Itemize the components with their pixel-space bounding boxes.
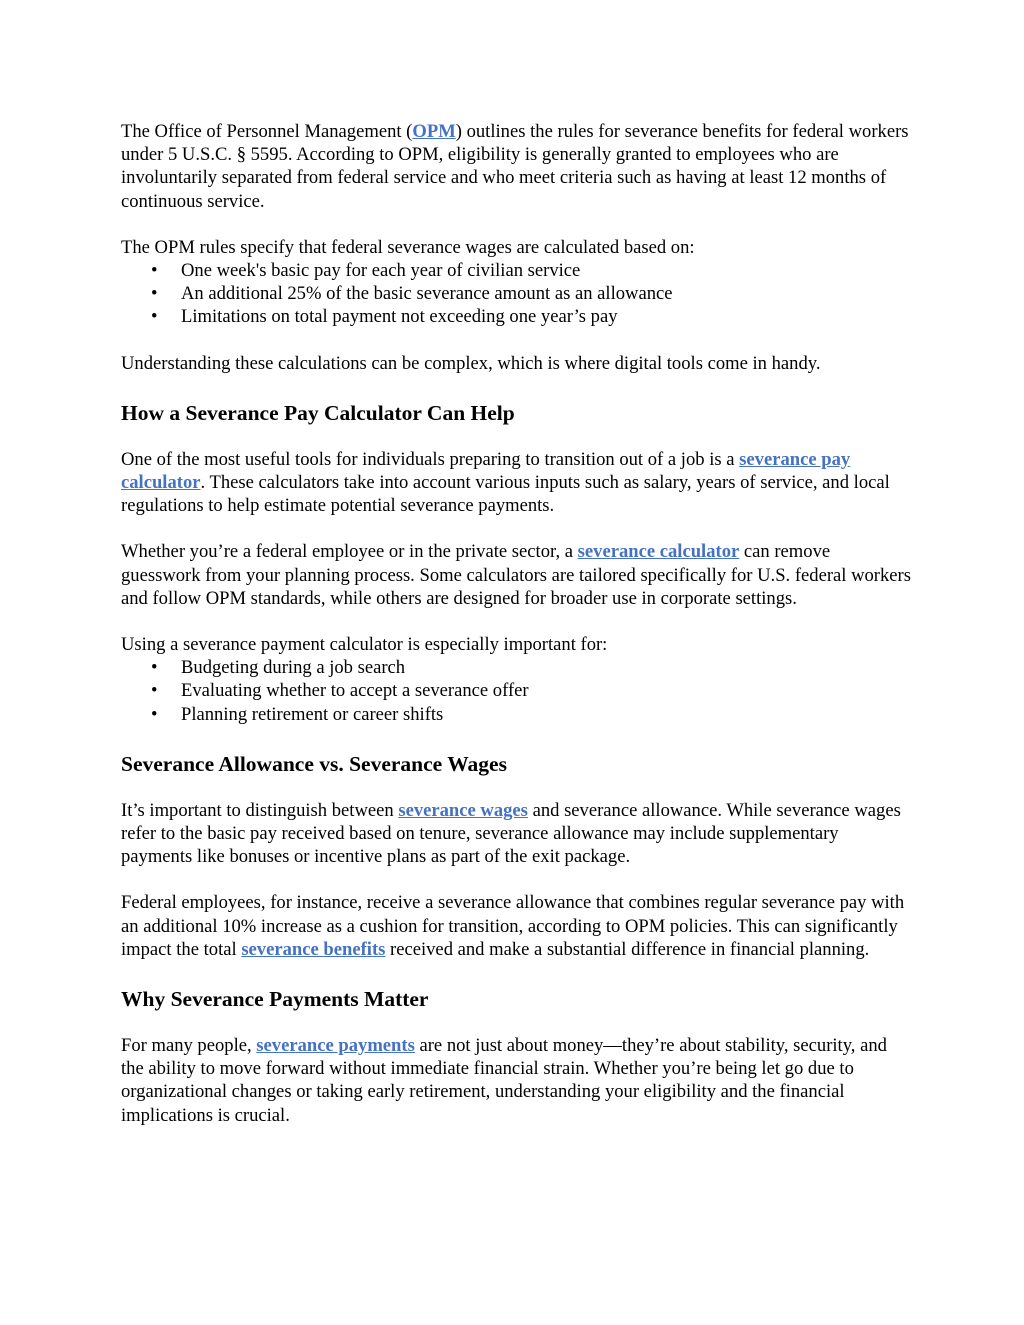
list-item: • Limitations on total payment not exceeding one year’s pay bbox=[151, 306, 618, 328]
bullet-icon: • bbox=[151, 283, 158, 305]
severance-pay-calculator-link[interactable]: severance pay calculator bbox=[121, 448, 851, 494]
calculator-paragraph-2: Whether you’re a federal employee or in the private sector, a severance calculator can remove guesswork from your planning process. Some calculators are tailored specifically for U.S. federal workers and follow OPM standards, while others are designed for broader use in corporate settings. bbox=[121, 541, 911, 609]
allowance-paragraph-1: It’s important to distinguish between severance wages and severance allowance. While severance wages refer to the basic pay received based on tenure, severance allowance may include supplementary payments like bonuses or incentive plans as part of the exit package. bbox=[121, 799, 901, 868]
intro-text-before-link: The Office of Personnel Management ( bbox=[121, 121, 413, 142]
section-heading-allowance-vs-wages: Severance Allowance vs. Severance Wages bbox=[121, 751, 507, 776]
bullet-icon: • bbox=[151, 657, 158, 679]
document-page bbox=[121, 120, 911, 1150]
list-item: • One week's basic pay for each year of civilian service bbox=[151, 260, 581, 282]
intro-rules-list bbox=[121, 259, 911, 329]
payments-matter-paragraph: For many people, severance payments are not just about money—they’re about stability, security, and the ability to move forward without immediate financial strain. Whether you’re being let go due to organizational changes or taking early retirement, understanding your eligibility and the financial implications is crucial. bbox=[121, 1035, 887, 1126]
severance-calculator-link[interactable]: severance calculator bbox=[577, 541, 740, 563]
intro-rules-paragraph: The OPM rules specify that federal severance wages are calculated based on: bbox=[121, 236, 695, 258]
bullet-icon: • bbox=[151, 680, 158, 702]
bullet-icon: • bbox=[151, 306, 158, 328]
severance-benefits-link[interactable]: severance benefits bbox=[241, 938, 386, 960]
list-item: • Planning retirement or career shifts bbox=[151, 703, 444, 725]
intro-text-after-link: ) outlines the rules for severance benefits for federal workers under 5 U.S.C. § 5595. According to OPM, eligibility is generally granted to employees who are involuntarily separated from federal service and who meet criteria such as having at least 12 months of continuous service. bbox=[121, 121, 909, 212]
calculator-paragraph-1: One of the most useful tools for individuals preparing to transition out of a job is a severance pay calculator. These calculators take into account various inputs such as salary, years of service, and local regulations to help estimate potential severance payments. bbox=[121, 448, 890, 517]
severance-wages-link[interactable]: severance wages bbox=[398, 799, 528, 821]
bullet-icon: • bbox=[151, 703, 158, 725]
calculator-uses-list bbox=[121, 656, 911, 726]
intro-closing-paragraph: Understanding these calculations can be complex, which is where digital tools come in handy. bbox=[121, 352, 821, 374]
section-heading-calculator: How a Severance Pay Calculator Can Help bbox=[121, 400, 515, 425]
list-item: • Budgeting during a job search bbox=[151, 657, 406, 679]
list-item: • Evaluating whether to accept a severance offer bbox=[151, 680, 529, 702]
section-heading-why-payments-matter: Why Severance Payments Matter bbox=[121, 987, 429, 1012]
opm-link[interactable]: OPM bbox=[412, 121, 456, 142]
calculator-uses-paragraph: Using a severance payment calculator is especially important for: bbox=[121, 634, 608, 656]
severance-payments-link[interactable]: severance payments bbox=[256, 1035, 415, 1057]
list-item: • An additional 25% of the basic severance amount as an allowance bbox=[151, 283, 673, 305]
intro-paragraph-opm bbox=[121, 120, 911, 213]
allowance-paragraph-2: Federal employees, for instance, receive a severance allowance that combines regular severance pay with an additional 10% increase as a cushion for transition, according to OPM policies. This can significantly impact the total severance benefits received and make a substantial difference in financial planning. bbox=[121, 892, 905, 960]
bullet-icon: • bbox=[151, 260, 158, 282]
